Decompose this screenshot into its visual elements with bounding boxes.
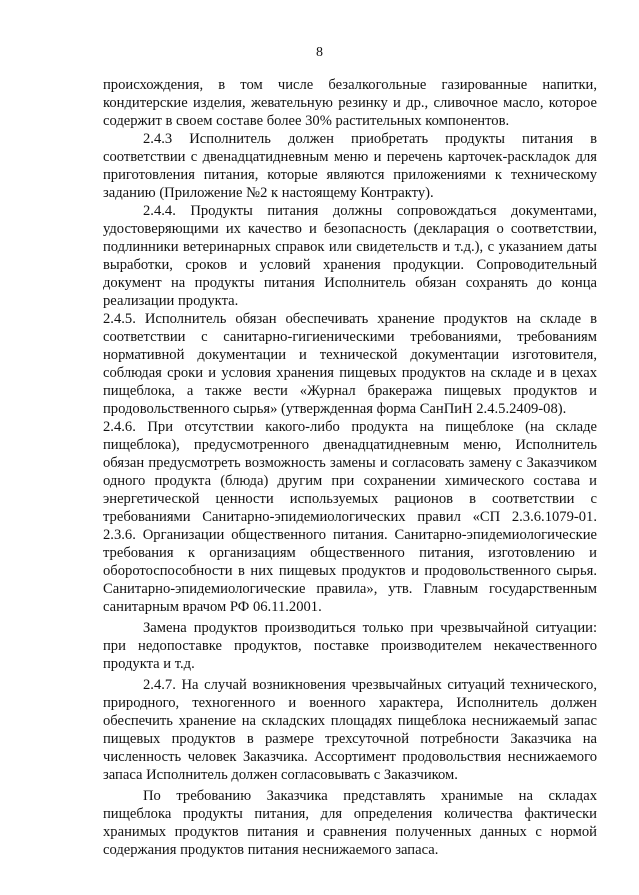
paragraph-2-4-7: 2.4.7. На случай возникновения чрезвычайных ситуаций технического, природного, техногенного и военного характера, Исполнитель должен обеспечить хранение на складских площадях пищеблока неснижаемый запас пищевых продуктов в размере трехсуточной потребности Заказчика на численность человек Заказчика. Ассортимент продовольствия неснижаемого запаса Исполнитель должен согласовывать с Заказчиком. [103,677,597,783]
paragraph-request: По требованию Заказчика представлять хранимые на складах пищеблока продукты питания, для определения количества фактически хранимых продуктов питания и сравнения полученных данных с нормой содержания продуктов питания неснижаемого запаса. [103,788,597,858]
paragraph-replacement: Замена продуктов производиться только при чрезвычайной ситуации: при недопоставке продуктов, поставке производителем некачественного продукта и т.д. [103,620,597,672]
page-number: 8 [316,45,323,60]
paragraph-continuation: происхождения, в том числе безалкогольные газированные напитки, кондитерские изделия, жевательную резинку и др., сливочное масло, которое содержит в своем составе более 30% растительных компонентов. [103,77,597,129]
document-body [103,76,597,859]
paragraph-2-4-5: 2.4.5. Исполнитель обязан обеспечивать хранение продуктов на складе в соответствии с санитарно-гигиеническими требованиями, требованиям нормативной документации и технической документации изготовителя, соблюдая сроки и условия хранения пищевых продуктов на складе и в цехах пищеблока, а также вести «Журнал бракеража пищевых продуктов и продовольственного сырья» (утвержденная форма СанПиН 2.4.5.2409-08). [103,311,597,417]
paragraph-2-4-6: 2.4.6. При отсутствии какого-либо продукта на пищеблоке (на складе пищеблока), предусмотренного двенадцатидневным меню, Исполнитель обязан предусмотреть возможность замены и согласовать замену с Заказчиком одного продукта (блюда) другим при сохранении химического состава и энергетической ценности используемых рационов в соответствии с требованиями Санитарно-эпидемиологических правил «СП 2.3.6.1079-01. 2.3.6. Организации общественного питания. Санитарно-эпидемиологические требования к организациям общественного питания, изготовлению и оборотоспособности в них пищевых продуктов и продовольственного сырья. Санитарно-эпидемиологические правила», утв. Главным государственным санитарным врачом РФ 06.11.2001. [103,419,597,615]
paragraph-2-4-3: 2.4.3 Исполнитель должен приобретать продукты питания в соответствии с двенадцатидневным меню и перечень карточек-раскладок для приготовления питания, которые являются приложениями к техническому заданию (Приложение №2 к настоящему Контракту). [103,131,597,201]
paragraph-2-4-4: 2.4.4. Продукты питания должны сопровождаться документами, удостоверяющими их качество и безопасность (декларация о соответствии, подлинники ветеринарных справок или свидетельств и т.д.), с указанием даты выработки, сроков и условий хранения продукции. Сопроводительный документ на продукты питания Исполнитель обязан сохранять до конца реализации продукта. [103,203,597,309]
